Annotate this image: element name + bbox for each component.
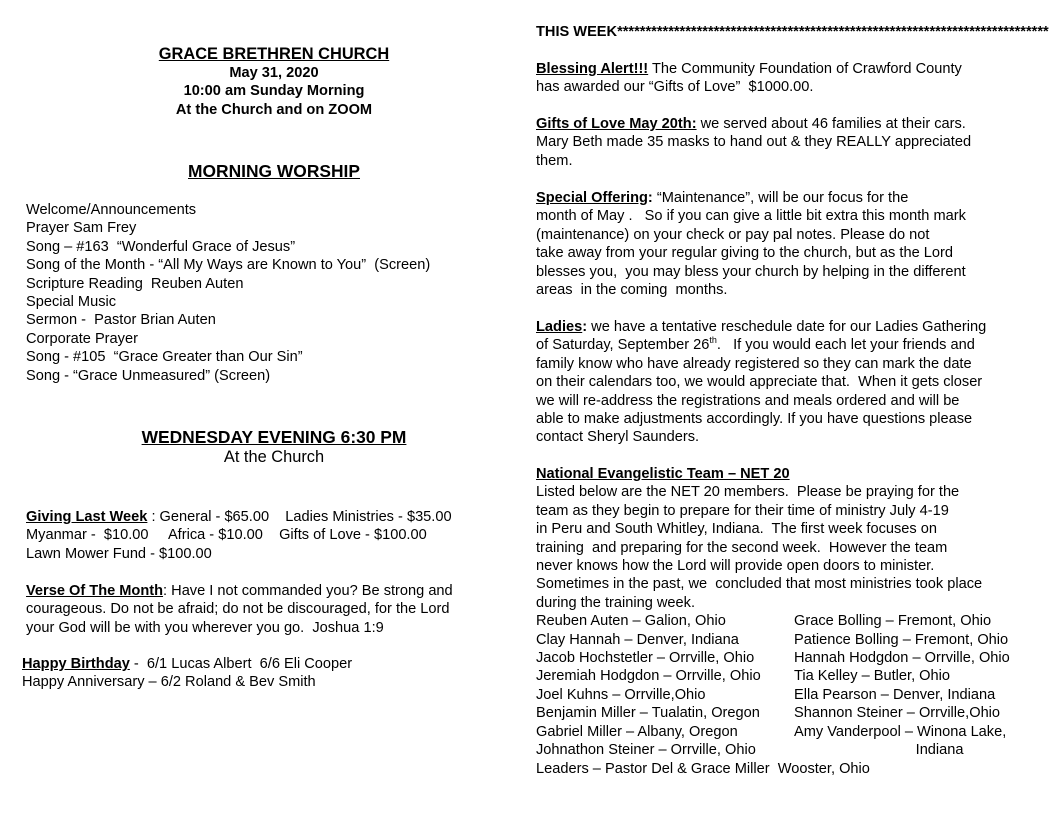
member-entry: Benjamin Miller – Tualatin, Oregon [536,705,760,722]
member-entry: Jacob Hochstetler – Orrville, Ohio [536,650,755,667]
blessing-line: The Community Foundation of Crawford County [648,61,962,77]
ladies-line: we will re-address the registrations and meals ordered and will be [536,392,960,409]
giving-label: Giving Last Week [26,509,148,525]
blessing-line: has awarded our “Gifts of Love” $1000.00. [536,79,814,96]
offering-line: (maintenance) on your check or pay pal notes. Please do not [536,226,930,243]
worship-order-list [26,201,430,385]
blessing-label: Blessing Alert!!! [536,61,649,77]
blessing-section [536,60,962,97]
net-body [536,483,1010,612]
member-entry: Jeremiah Hodgdon – Orrville, Ohio [536,668,761,685]
worship-item: Song - #105 “Grace Greater than Our Sin” [26,349,303,366]
member-entry: Reuben Auten – Galion, Ohio [536,613,726,630]
giving-line: Myanmar - $10.00 Africa - $10.00 Gifts of Love - $100.00 [26,527,427,544]
worship-item: Corporate Prayer [26,330,138,347]
service-time: 10:00 am Sunday Morning [183,83,365,100]
worship-item: Song - “Grace Unmeasured” (Screen) [26,367,271,384]
anniversary-text: Happy Anniversary – 6/2 Roland & Bev Smith [22,674,316,691]
member-entry: Hannah Hodgdon – Orrville, Ohio [794,650,1010,667]
offering-colon: : [647,190,653,206]
net-line: Sometimes in the past, we concluded that most ministries took place [536,576,983,593]
offering-section [536,189,966,299]
net-line: team as they begin to prepare for their time of ministry July 4-19 [536,502,949,519]
giving-section [26,508,452,563]
member-entry: Gabriel Miller – Albany, Oregon [536,723,738,740]
giving-line: : General - $65.00 Ladies Ministries - $35.00 [147,509,452,525]
offering-label: Special Offering [536,190,648,206]
service-header [20,45,528,119]
member-entry: Clay Hannah – Denver, Indiana [536,631,739,648]
this-week-heading: THIS WEEK**************************************************************************** [536,24,1049,40]
verse-section [26,582,453,637]
ordinal-suffix: th [709,335,717,346]
ladies-label: Ladies [536,319,583,335]
gifts-line: we served about 46 families at their cars. [696,116,966,132]
giving-line: Lawn Mower Fund - $100.00 [26,545,212,562]
verse-label: Verse Of The Month [26,583,164,599]
worship-item: Song – #163 “Wonderful Grace of Jesus” [26,238,296,255]
net-line: never knows how the Lord will provide open doors to minister. [536,558,935,575]
worship-heading: MORNING WORSHIP [188,161,360,181]
member-entry: Grace Bolling – Fremont, Ohio [794,613,992,630]
gifts-label: Gifts of Love May 20th: [536,116,697,132]
ladies-body [536,355,986,447]
service-date: May 31, 2020 [229,65,319,81]
member-entry: Amy Vanderpool – Winona Lake, [794,723,1007,740]
member-entry: Indiana [794,742,964,759]
wednesday-heading: WEDNESDAY EVENING 6:30 PM [141,427,407,447]
ladies-line: of Saturday, September 26 [536,337,710,354]
net-heading: National Evangelistic Team – NET 20 [536,466,790,482]
wednesday-location: At the Church [223,448,325,466]
member-entry: Patience Bolling – Fremont, Ohio [794,631,1009,648]
member-entry: Johnathon Steiner – Orrville, Ohio [536,742,756,759]
member-entry: Joel Kuhns – Orrville,Ohio [536,686,706,703]
leaders-line: Leaders – Pastor Del & Grace Miller Wooster, Ohio [536,760,870,777]
offering-line: “Maintenance”, will be our focus for the [652,190,909,206]
net-section [536,465,1010,778]
offering-line: blesses you, you may bless your church by helping in the different [536,263,966,280]
service-location: At the Church and on ZOOM [175,101,373,118]
gifts-line: Mary Beth made 35 masks to hand out & they REALLY appreciated [536,134,972,151]
worship-item: Prayer Sam Frey [26,220,137,237]
member-entry: Shannon Steiner – Orrville,Ohio [794,705,1001,722]
birthday-text: - 6/1 Lucas Albert 6/6 Eli Cooper [129,656,353,672]
ladies-line: able to make adjustments accordingly. If you have questions please [536,411,973,428]
members-list [536,612,1010,759]
net-line: during the training week. [536,594,696,611]
gifts-line: them. [536,152,573,169]
offering-line: areas in the coming months. [536,282,728,299]
celebrations-section [22,655,352,692]
worship-item: Welcome/Announcements [26,202,197,218]
member-entry: Tia Kelley – Butler, Ohio [794,668,951,685]
worship-item: Scripture Reading Reuben Auten [26,275,244,292]
verse-line: your God will be with you wherever you go. Joshua 1:9 [26,619,384,636]
worship-item: Song of the Month - “All My Ways are Known to You” (Screen) [26,257,431,274]
offering-body [536,207,966,299]
net-line: in Peru and South Whitley, Indiana. The first week focuses on [536,521,938,538]
worship-item: Special Music [26,294,117,311]
birthday-label: Happy Birthday [22,656,130,672]
ladies-line: we have a tentative reschedule date for our Ladies Gathering [587,319,987,335]
ladies-line: contact Sheryl Saunders. [536,429,700,446]
church-name: GRACE BRETHREN CHURCH [158,45,390,63]
net-line: training and preparing for the second week. However the team [536,539,948,556]
ladies-line: . If you would each let your friends and [716,337,975,354]
offering-line: take away from your regular giving to the church, but as the Lord [536,245,953,262]
ladies-section [536,318,986,447]
net-line: Listed below are the NET 20 members. Please be praying for the [536,484,960,501]
ladies-line: on their calendars too, we would appreciate that. When it gets closer [536,374,983,391]
verse-line: courageous. Do not be afraid; do not be discouraged, for the Lord [26,601,450,618]
member-entry: Ella Pearson – Denver, Indiana [794,686,996,703]
ladies-colon: : [582,319,588,335]
gifts-section [536,115,971,170]
offering-line: month of May . So if you can give a little bit extra this month mark [536,208,966,225]
worship-item: Sermon - Pastor Brian Auten [26,312,216,329]
verse-line: : Have I not commanded you? Be strong and [163,583,453,599]
ladies-line: family know who have already registered so they can mark the date [536,355,972,372]
